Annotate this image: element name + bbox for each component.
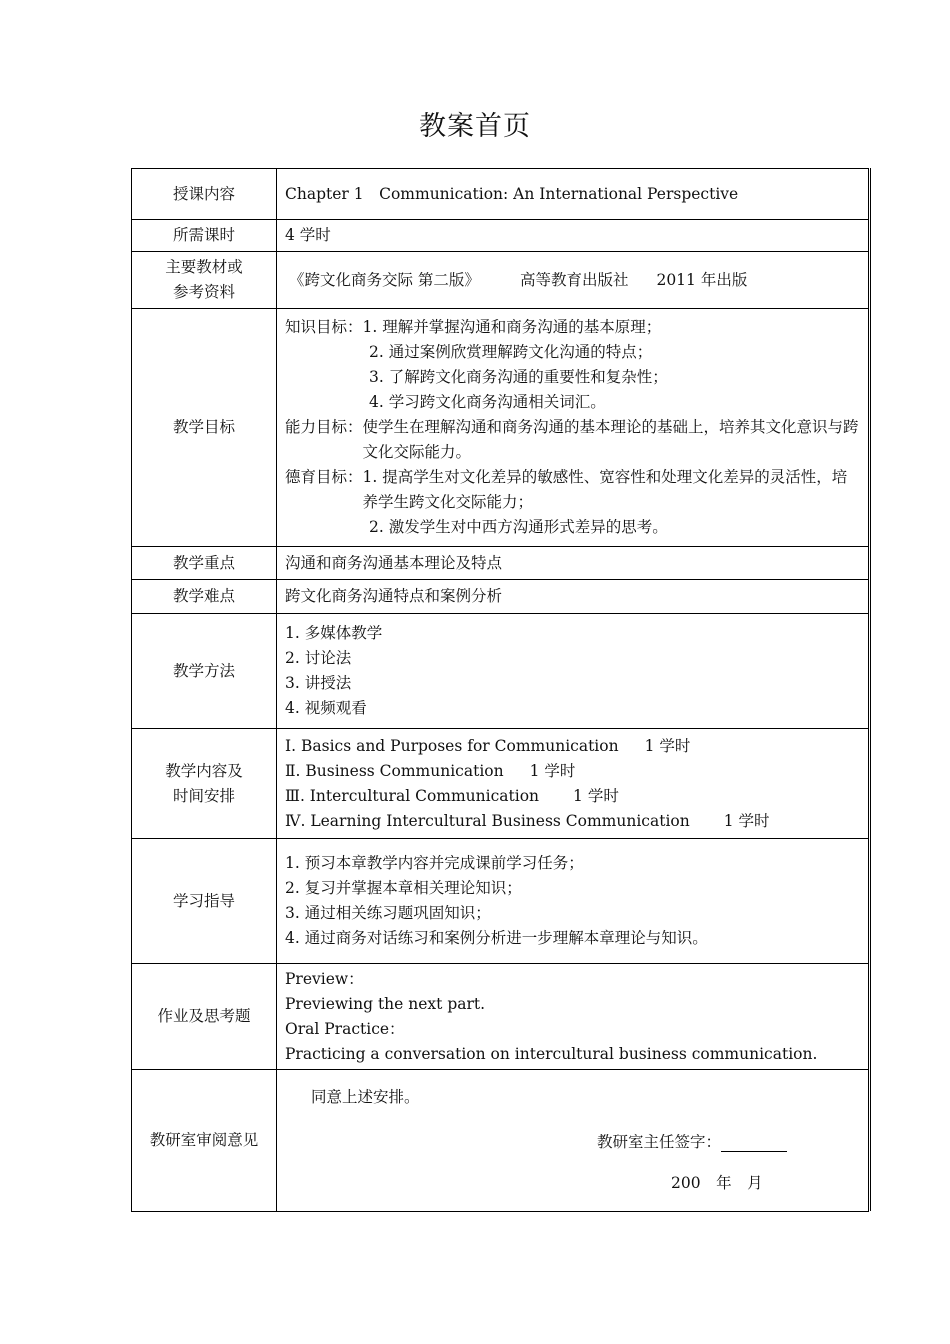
value-textbook [277, 252, 869, 309]
label-hours: 所需课时 [132, 220, 277, 252]
method-item: 3. 讲授法 [285, 674, 352, 692]
knowledge-objective-2: 2. 通过案例欣赏理解跨文化沟通的特点； [369, 343, 653, 361]
moral-objective-1 [285, 465, 862, 515]
schedule-hours: 1 学时 [573, 786, 619, 805]
guidance-item: 1. 预习本章教学内容并完成课前学习任务； [285, 854, 584, 872]
lesson-plan-table [131, 168, 869, 1212]
ability-text: 使学生在理解沟通和商务沟通的基本理论的基础上，培养其文化意识与跨文化交际能力。 [362, 418, 859, 461]
schedule-hours: 1 学时 [644, 736, 691, 755]
label-schedule-line2: 时间安排 [172, 786, 235, 805]
label-objectives: 教学目标 [132, 309, 277, 547]
label-key-points: 教学重点 [132, 547, 277, 580]
label-textbook-line1: 主要教材或 [165, 258, 243, 276]
homework-line: Oral Practice： [285, 1019, 405, 1038]
moral-text-1: 1. 提高学生对文化差异的敏感性、宽容性和处理文化差异的灵活性，培养学生跨文化交际能力； [362, 468, 848, 511]
label-methods: 教学方法 [132, 614, 277, 729]
row-objectives [132, 309, 869, 547]
knowledge-objective-1 [285, 315, 862, 340]
signature-label: 教研室主任签字： [597, 1133, 722, 1151]
label-schedule-line1: 教学内容及 [165, 761, 243, 780]
value-objectives [277, 309, 869, 547]
row-hours [132, 220, 869, 252]
schedule-topic: Ⅲ. Intercultural Communication [285, 786, 540, 805]
textbook-year: 2011 年出版 [656, 270, 748, 289]
page-title: 教案首页 [419, 111, 531, 142]
method-item: 1. 多媒体教学 [285, 624, 383, 642]
guidance-item: 3. 通过相关练习题巩固知识； [285, 904, 491, 922]
row-key-points [132, 547, 869, 580]
label-textbook [132, 252, 277, 309]
value-content: Chapter 1 Communication: An International Perspective [277, 169, 869, 220]
knowledge-item: 1. 理解并掌握沟通和商务沟通的基本原理； [362, 318, 662, 336]
value-review [277, 1070, 869, 1212]
value-difficulties: 跨文化商务沟通特点和案例分析 [277, 580, 869, 614]
homework-line: Previewing the next part. [285, 994, 486, 1013]
row-methods [132, 614, 869, 729]
row-review [132, 1070, 869, 1212]
label-content: 授课内容 [132, 169, 277, 220]
label-textbook-line2: 参考资料 [172, 283, 235, 301]
value-methods [277, 614, 869, 729]
value-key-points: 沟通和商务沟通基本理论及特点 [277, 547, 869, 580]
value-schedule [277, 729, 869, 839]
schedule-hours: 1 学时 [723, 811, 770, 830]
schedule-topic: Ⅱ. Business Communication [285, 761, 504, 780]
method-item: 2. 讨论法 [285, 649, 352, 667]
value-homework [277, 964, 869, 1070]
homework-line: Practicing a conversation on intercultural business communication. [285, 1044, 818, 1063]
row-schedule [132, 729, 869, 839]
label-review: 教研室审阅意见 [132, 1070, 277, 1212]
schedule-hours: 1 学时 [529, 761, 576, 780]
value-guidance [277, 839, 869, 964]
schedule-item [285, 809, 862, 834]
textbook-publisher: 高等教育出版社 [519, 270, 629, 289]
ability-lead: 能力目标： [285, 418, 363, 436]
method-item: 4. 视频观看 [285, 699, 367, 717]
label-homework: 作业及思考题 [132, 964, 277, 1070]
schedule-item [285, 759, 862, 784]
textbook-title: 《跨文化商务交际 第二版》 [289, 270, 480, 289]
review-signature-row [285, 1130, 862, 1155]
knowledge-objective-4: 4. 学习跨文化商务沟通相关词汇。 [369, 393, 606, 411]
moral-lead: 德育目标： [285, 468, 363, 486]
schedule-item [285, 784, 862, 809]
homework-line: Preview： [285, 969, 364, 988]
value-hours: 4 学时 [277, 220, 869, 252]
moral-objective-2: 2. 激发学生对中西方沟通形式差异的思考。 [369, 518, 668, 536]
label-guidance: 学习指导 [132, 839, 277, 964]
label-schedule [132, 729, 277, 839]
guidance-item: 4. 通过商务对话练习和案例分析进一步理解本章理论与知识。 [285, 929, 708, 947]
signature-line [721, 1135, 787, 1152]
knowledge-lead: 知识目标： [285, 318, 363, 336]
review-date: 200 年 月 [671, 1174, 763, 1192]
knowledge-objective-3: 3. 了解跨文化商务沟通的重要性和复杂性； [369, 368, 668, 386]
row-homework [132, 964, 869, 1070]
row-guidance [132, 839, 869, 964]
schedule-topic: Ⅰ. Basics and Purposes for Communication [285, 736, 619, 755]
review-agree: 同意上述安排。 [311, 1088, 420, 1106]
schedule-item [285, 734, 862, 759]
ability-objective [285, 415, 862, 465]
schedule-topic: Ⅳ. Learning Intercultural Business Communication [285, 811, 690, 830]
row-content [132, 169, 869, 220]
guidance-item: 2. 复习并掌握本章相关理论知识； [285, 879, 522, 897]
row-difficulties [132, 580, 869, 614]
row-textbook [132, 252, 869, 309]
label-difficulties: 教学难点 [132, 580, 277, 614]
